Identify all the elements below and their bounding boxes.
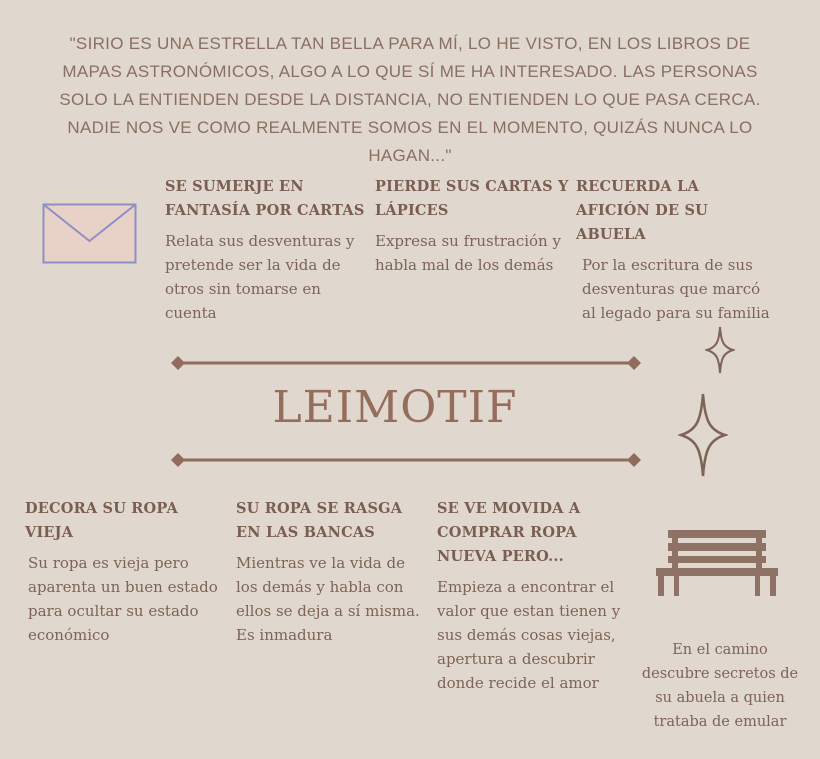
bench-caption: En el camino descubre secretos de su abuela a quien trataba de emular	[641, 642, 799, 730]
top-column-3	[576, 175, 776, 325]
top-column-2-body: Expresa su frustración y habla mal de los demás	[375, 232, 561, 274]
top-column-2	[375, 175, 570, 277]
top-divider	[170, 356, 642, 370]
top-column-3-body: Por la escritura de sus desventuras que marcó al legado para su familia	[582, 256, 770, 322]
quote-text: "SIRIO ES UNA ESTRELLA TAN BELLA PARA MÍ, LO HE VISTO, EN LOS LIBROS DE MAPAS ASTRONÓMICOS, ALGO A LO QUE SÍ ME HA INTERESADO. LAS PERSONAS SOLO LA ENTIENDEN DESDE LA DISTANCIA, NO ENTIENDEN LO QUE PASA CERCA. NADIE NOS VE COMO REALMENTE SOMOS EN EL MOMENTO, QUIZÁS NUNCA LO HAGAN..."	[59, 34, 761, 165]
sparkle-small-icon	[705, 325, 735, 375]
sparkle-large-icon	[678, 392, 728, 478]
top-column-2-heading: PIERDE SUS CARTAS Y LÁPICES	[375, 178, 569, 219]
envelope-icon	[42, 203, 138, 265]
bottom-column-3-body: Empieza a encontrar el valor que estan tienen y sus demás cosas viejas, apertura a descubrir donde recide el amor	[437, 578, 621, 692]
top-column-1-heading: SE SUMERJE EN FANTASÍA POR CARTAS	[165, 178, 365, 219]
bottom-column-2-heading: SU ROPA SE RASGA EN LAS BANCAS	[236, 500, 403, 541]
bottom-column-3	[437, 497, 629, 695]
top-column-1-body: Relata sus desventuras y pretende ser la vida de otros sin tomarse en cuenta	[165, 232, 355, 322]
bottom-divider	[170, 453, 642, 467]
bottom-column-3-heading: SE VE MOVIDA A COMPRAR ROPA NUEVA PERO...	[437, 500, 581, 565]
bottom-column-2-body: Mientras ve la vida de los demás y habla con ellos se deja a sí misma. Es inmadura	[236, 554, 420, 644]
page-title: LEIMOTIF	[272, 382, 518, 433]
top-column-1	[165, 175, 365, 325]
bottom-column-2	[236, 497, 426, 647]
bottom-column-1-body: Su ropa es vieja pero aparenta un buen estado para ocultar su estado económico	[28, 554, 218, 644]
top-column-3-heading: RECUERDA LA AFICIÓN DE SU ABUELA	[576, 178, 708, 243]
bottom-column-1	[25, 497, 225, 647]
bench-icon	[654, 528, 780, 598]
bottom-column-1-heading: DECORA SU ROPA VIEJA	[25, 500, 178, 541]
